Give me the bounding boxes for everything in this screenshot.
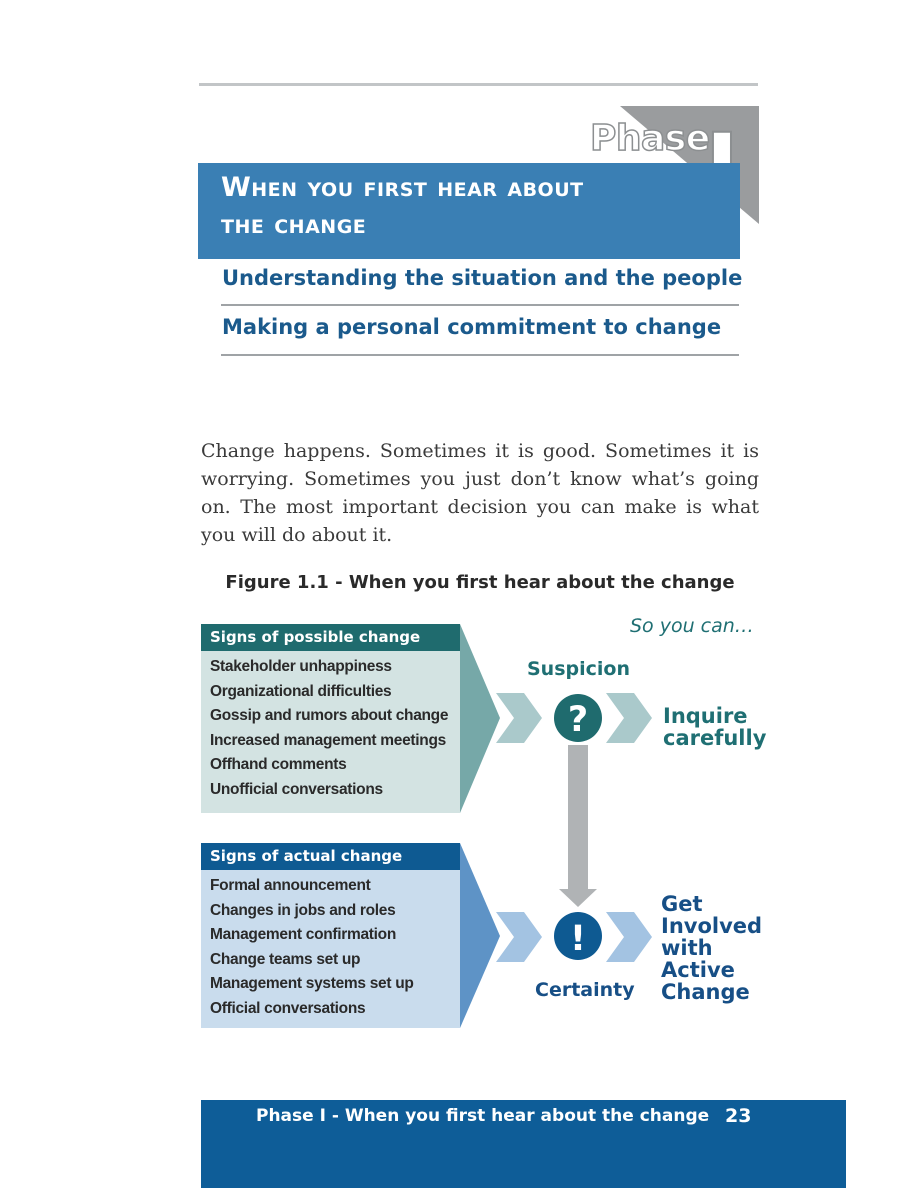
title-line-2: the change — [221, 209, 367, 240]
list-item: Unofficial conversations — [210, 780, 383, 798]
page-number: 23 — [725, 1105, 752, 1127]
actual-change-heading: Signs of actual change — [201, 843, 460, 870]
list-item: Management systems set up — [210, 975, 414, 992]
list-item: Increased management meetings — [210, 731, 446, 749]
list-item: Change teams set up — [210, 950, 361, 968]
list-item: Management confirmation — [210, 926, 397, 943]
list-item: Gossip and rumors about change — [210, 707, 449, 724]
outcome-line: Active — [661, 958, 735, 982]
inquire-outcome — [663, 705, 766, 749]
list-item: Official conversations — [210, 999, 366, 1017]
outcome-line: carefully — [663, 726, 767, 750]
possible-box-chevron — [460, 624, 500, 813]
outcome-line: Get — [661, 892, 703, 916]
chevron-right-icon — [606, 912, 652, 962]
outcome-line: Change — [661, 980, 750, 1004]
subtitle-1: Understanding the situation and the people — [222, 266, 743, 290]
so-you-can-label: So you can… — [630, 615, 754, 637]
outcome-line: with — [661, 936, 713, 960]
list-item: Organizational difficulties — [210, 682, 392, 700]
chevron-right-icon — [606, 693, 652, 743]
outcome-line: Inquire — [663, 704, 748, 728]
certainty-label: Certainty — [535, 979, 635, 1001]
exclamation-symbol: ! — [570, 919, 586, 959]
possible-change-heading: Signs of possible change — [201, 624, 460, 651]
outcome-line: Involved — [661, 914, 763, 938]
subtitle-2: Making a personal commitment to change — [222, 315, 722, 339]
chevron-right-icon — [496, 912, 542, 962]
figure-caption: Figure 1.1 - When you first hear about the change — [225, 572, 735, 593]
down-arrow-icon — [559, 889, 597, 907]
suspicion-label: Suspicion — [527, 658, 630, 680]
phase-word: Phase — [590, 118, 710, 159]
actual-box-chevron — [460, 843, 500, 1028]
title-line-1: When you first hear about — [221, 172, 584, 203]
question-symbol: ? — [567, 700, 589, 740]
intro-paragraph: Change happens. Sometimes it is good. Sometimes it is worrying. Sometimes you just don’t know what’s going on. The most important decision you can make is what you will do about it. — [201, 440, 759, 546]
down-arrow-shaft — [568, 745, 588, 889]
get-involved-outcome — [661, 893, 762, 1003]
list-item: Offhand comments — [210, 756, 347, 773]
list-item: Stakeholder unhappiness — [210, 658, 392, 675]
list-item: Formal announcement — [210, 877, 371, 894]
footer-title: Phase I - When you first hear about the change — [256, 1106, 710, 1126]
list-item: Changes in jobs and roles — [210, 901, 396, 919]
chevron-right-icon — [496, 693, 542, 743]
footer-bar — [201, 1100, 846, 1188]
